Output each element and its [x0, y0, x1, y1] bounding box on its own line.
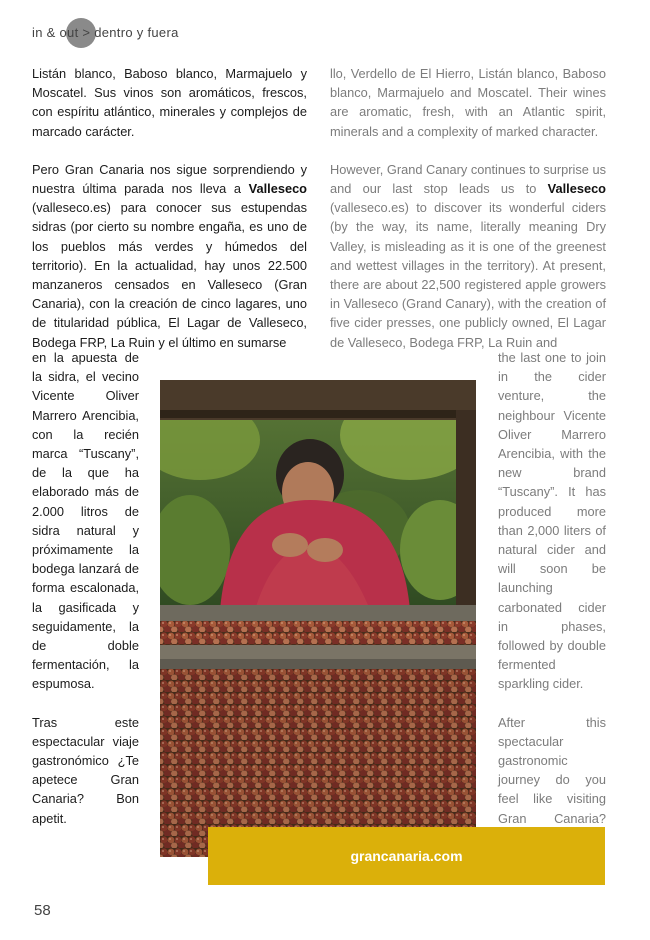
english-paragraph-3: After this spectacular gastronomic journey do you feel like visiting Gran Canaria? [498, 714, 606, 826]
english-paragraph-2 [330, 160, 606, 352]
english-narrow-column [498, 348, 606, 847]
website-label[interactable]: grancanaria.com [350, 848, 463, 864]
spanish-p2-text-a: Pero Gran Canaria nos sigue sorprendiendo y nuestra última parada nos lleva a [32, 161, 307, 197]
spanish-column [32, 64, 307, 352]
spanish-paragraph-1: Listán blanco, Baboso blanco, Marmajuelo y Moscatel. Sus vinos son aromáticos, frescos, con espíritu atlántico, minerales y complejos de marcado carácter. [32, 66, 307, 139]
english-valleseco-bold: Valleseco [547, 181, 606, 197]
section-header [32, 21, 179, 45]
english-paragraph-2-continued: the last one to join in the cider venture, the neighbour Vicente Oliver Marrero Arencibia, with the new brand “Tuscany”. It has produced more than 2,000 liters of natural cider and will soon be launching carbonated cider in phases, followed by double fermented sparkling cider. [498, 350, 606, 692]
english-column [330, 64, 606, 352]
spanish-paragraph-2-continued: en la apuesta de la sidra, el vecino Vicente Oliver Marrero Arencibia, con la recién marca “Tuscany”, de la que ha elaborado más de 2.000 litros de sidra natural y próximamente la bodega lanzará de forma escalonada, la gasificada y seguidamente, la de doble fermentación, la espumosa. [32, 350, 139, 692]
cider-apples-photo [160, 380, 476, 857]
english-paragraph-1: llo, Verdello de El Hierro, Listán blanco, Baboso blanco, Marmajuelo and Moscatel. Their wines are aromatic, fresh, with an Atlantic spirit, minerals and a complexity of marked character. [330, 66, 606, 139]
section-title: in & out > dentro y fuera [32, 25, 179, 40]
english-p2-text-a: However, Grand Canary continues to surprise us and our last stop leads us to [330, 161, 606, 197]
spanish-narrow-column [32, 348, 139, 828]
spanish-valleseco-bold: Valleseco [248, 181, 307, 197]
page-number: 58 [34, 902, 51, 919]
photo-illustration [160, 380, 476, 857]
website-banner [208, 827, 605, 885]
spanish-p2-text-b: (valleseco.es) para conocer sus estupendas sidras (por cierto su nombre engaña, es uno de los pueblos más verdes y húmedos del territorio). En la actualidad, hay unos 22.500 manzaneros censados en Valleseco (Gran Canaria), con la creación de cinco lagares, uno de titularidad pública, El Lagar de Valleseco, Bodega FRP, La Ruin y el último en sumarse [32, 200, 307, 350]
spanish-paragraph-2 [32, 160, 307, 352]
english-p2-text-b: (valleseco.es) to discover its wonderful ciders (by the way, its name, literally meaning Dry Valley, is misleading as it is one of the greenest and wettest villages in the territory). At present, there are about 22,500 registered apple growers in Valleseco (Grand Canary), with the creation of five cider presses, one publicly owned, El Lagar de Valleseco, Bodega FRP, La Ruin and [330, 200, 606, 350]
spanish-paragraph-3: Tras este espectacular viaje gastronómico ¿Te apetece Gran Canaria? Bon apetit. [32, 714, 139, 826]
